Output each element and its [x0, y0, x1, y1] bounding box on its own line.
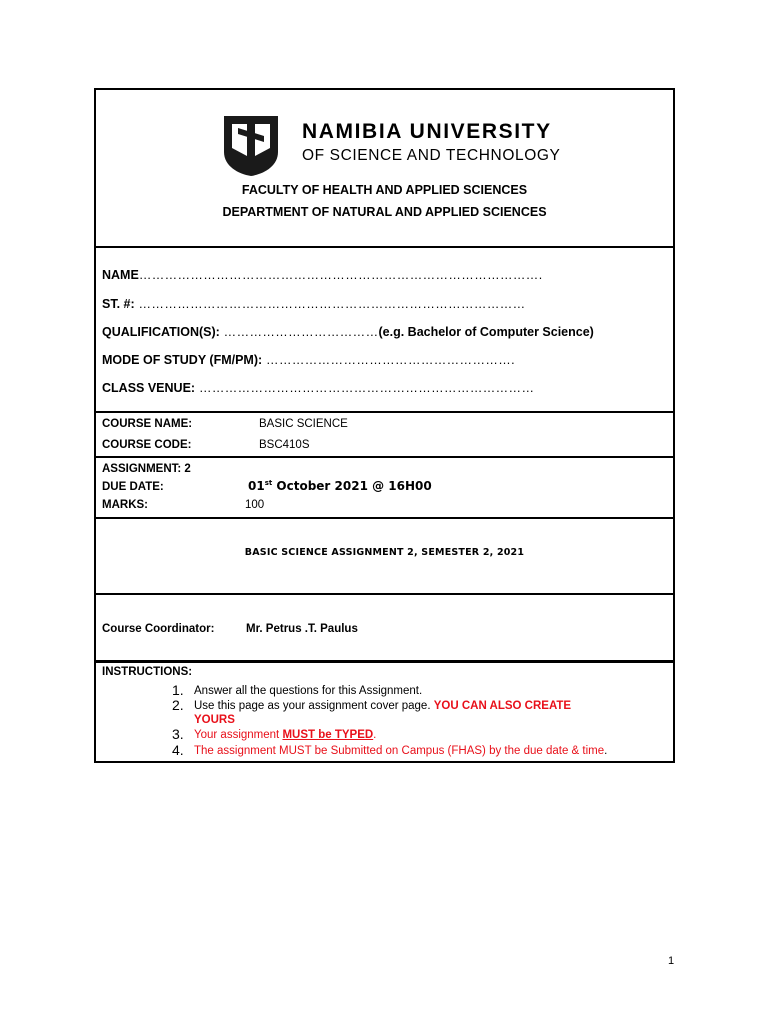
qualification-example: (e.g. Bachelor of Computer Science) — [378, 325, 594, 339]
instruction-text-part: Your assignment — [194, 729, 283, 741]
mode-of-study-field[interactable] — [102, 353, 515, 367]
instruction-text — [194, 729, 376, 741]
page-number: 1 — [668, 955, 675, 967]
instruction-number: 2. — [172, 697, 184, 713]
due-rest: October 2021 @ 16H00 — [272, 479, 432, 493]
university-logo-icon — [220, 112, 282, 178]
coordinator-label: Course Coordinator: — [102, 623, 215, 635]
qualification-field[interactable] — [102, 325, 594, 339]
instruction-text-end: . — [373, 729, 377, 741]
university-subtitle: OF SCIENCE AND TECHNOLOGY — [302, 147, 561, 164]
assignment-title: BASIC SCIENCE ASSIGNMENT 2, SEMESTER 2, 2021 — [244, 547, 525, 558]
due-date-value — [248, 479, 432, 493]
instruction-text — [194, 700, 571, 712]
course-name-value: BASIC SCIENCE — [259, 418, 348, 430]
course-code-label: COURSE CODE: — [102, 439, 192, 451]
department-title: DEPARTMENT OF NATURAL AND APPLIED SCIENCES — [222, 205, 547, 219]
course-section — [96, 413, 673, 458]
class-venue-dots: …………………………………………………………………… — [195, 381, 535, 395]
qualification-label: QUALIFICATION(S): — [102, 325, 220, 339]
mode-of-study-label: MODE OF STUDY (FM/PM): — [102, 353, 263, 367]
instructions-heading: INSTRUCTIONS: — [102, 666, 193, 678]
course-name-label: COURSE NAME: — [102, 418, 193, 430]
qualification-dots: ……………………………… — [219, 325, 379, 339]
instructions-section — [96, 663, 673, 763]
instruction-text-part: The assignment MUST be Submitted on Campus (FHAS) by the due date & time — [194, 745, 605, 757]
assignment-label: ASSIGNMENT: 2 — [102, 463, 191, 475]
instruction-text — [194, 745, 607, 757]
due-suffix: st — [264, 479, 273, 487]
header-section — [96, 90, 673, 248]
student-number-dots: ……………………………………………………………………………… — [134, 297, 526, 311]
instruction-text-part: Use this page as your assignment cover page. — [194, 700, 434, 712]
name-field[interactable] — [102, 268, 543, 282]
class-venue-label: CLASS VENUE: — [102, 381, 196, 395]
faculty-title: FACULTY OF HEALTH AND APPLIED SCIENCES — [241, 183, 528, 197]
student-number-field[interactable] — [102, 297, 526, 311]
instruction-number: 4. — [172, 742, 184, 758]
instruction-number: 1. — [172, 682, 184, 698]
student-fields-section — [96, 248, 673, 413]
instruction-highlight: MUST be TYPED — [282, 729, 374, 741]
instruction-text-end: . — [604, 745, 608, 757]
instruction-highlight: YOU CAN ALSO CREATE — [433, 700, 572, 712]
instruction-number: 3. — [172, 726, 184, 742]
due-day: 01 — [248, 479, 265, 493]
class-venue-field[interactable] — [102, 381, 534, 395]
assignment-section — [96, 458, 673, 519]
marks-label: MARKS: — [102, 499, 148, 511]
coordinator-section — [96, 595, 673, 663]
course-code-value: BSC410S — [259, 439, 310, 451]
mode-of-study-dots: …………………………………………………. — [262, 353, 516, 367]
instruction-text: Answer all the questions for this Assignment. — [194, 685, 423, 697]
name-label: NAME — [102, 268, 139, 282]
coordinator-name: Mr. Petrus .T. Paulus — [246, 623, 358, 635]
university-name: NAMIBIA UNIVERSITY — [302, 120, 552, 143]
due-date-label: DUE DATE: — [102, 481, 164, 493]
assignment-title-section — [96, 519, 673, 595]
instruction-highlight-continued: YOURS — [194, 714, 235, 726]
name-dots: …………………………………………………………………………………. — [138, 268, 543, 282]
marks-value: 100 — [245, 499, 265, 511]
cover-page-frame — [94, 88, 675, 763]
student-number-label: ST. #: — [102, 297, 135, 311]
